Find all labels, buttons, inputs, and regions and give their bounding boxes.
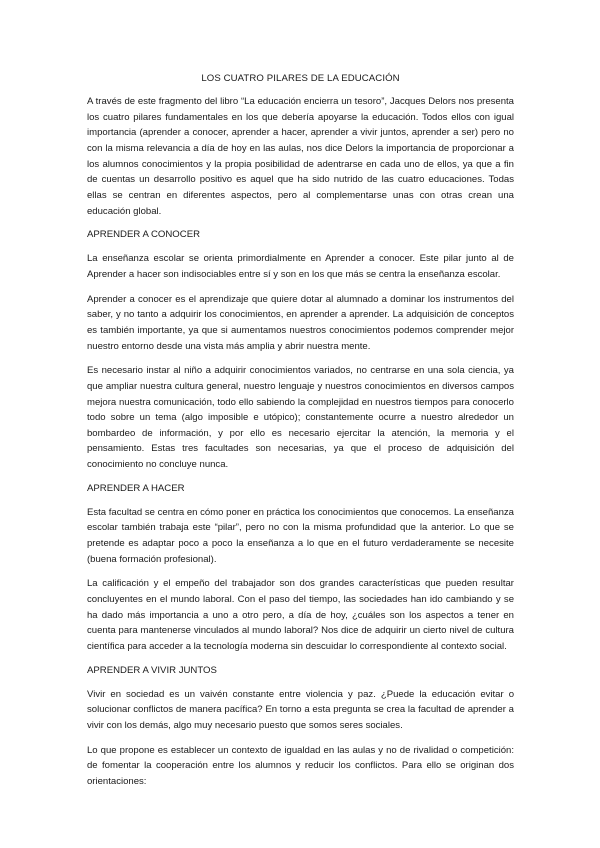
- document-title: LOS CUATRO PILARES DE LA EDUCACIÓN: [201, 73, 400, 84]
- paragraph: Lo que propone es establecer un contexto de igualdad en las aulas y no de rivalidad o competición: de fomentar la cooperación entre los alumnos y reducir los conflictos. Para ello se originan dos orientaciones:: [87, 744, 514, 787]
- paragraph: La calificación y el empeño del trabajador son dos grandes características que pueden resultar concluyentes en el mundo laboral. Con el paso del tiempo, las sociedades han ido cambiando y se ha dado más importancia a uno a otro pero, a día de hoy, ¿cuáles son los aspectos a tener en cuenta para mantenerse vinculados al mundo laboral? Nos dice de adquirir un cierto nivel de cultura científica para acceder a la tecnología moderna sin descuidar lo correspondiente al contexto social.: [87, 578, 514, 653]
- paragraph: Es necesario instar al niño a adquirir conocimientos variados, no centrarse en una sola ciencia, ya que ampliar nuestra cultura general, nuestro lenguaje y nuestros conocimientos en diversos campos mejora nuestra comunicación, todo ello sabiendo la complejidad en nuestros tiempos para conocerlo todo sobre un tema (algo imposible e utópico); constantemente ocurre a nuestro alrededor un bombardeo de información, y por ello es necesario ejercitar la atención, la memoria y el pensamiento. Estas tres facultades son necesarias, ya que el proceso de adquisición del conocimiento no concluye nunca.: [87, 365, 514, 471]
- paragraph: La enseñanza escolar se orienta primordialmente en Aprender a conocer. Este pilar junto al de Aprender a hacer son indisociables entre sí y son en los que más se centra la enseñanza escolar.: [87, 253, 514, 280]
- paragraph: Vivir en sociedad es un vaivén constante entre violencia y paz. ¿Puede la educación evitar o solucionar conflictos de manera pacífica? En torno a esta pregunta se crea la facultad de aprender a vivir con los demás, algo muy necesario puesto que somos seres sociales.: [87, 688, 514, 731]
- paragraph: Esta facultad se centra en cómo poner en práctica los conocimientos que conocemos. La enseñanza escolar también trabaja este “pilar”, pero no con la misma profundidad que la anterior. Lo que se pretende es adaptar poco a poco la enseñanza a lo que en el futuro verdaderamente se necesite (buena formación profesional).: [87, 506, 514, 565]
- paragraph: Aprender a conocer es el aprendizaje que quiere dotar al alumnado a dominar los instrumentos del saber, y no tanto a adquirir los conocimientos, en aprender a aprender. La adquisición de conceptos es también importante, ya que si aumentamos nuestros conocimientos podemos comprender mejor nuestro entorno desde una vista más amplia y abrir nuestra mente.: [87, 293, 514, 352]
- section-heading-aprender-a-conocer: APRENDER A CONOCER: [87, 229, 201, 241]
- section-heading-aprender-a-vivir-juntos: APRENDER A VIVIR JUNTOS: [87, 664, 217, 676]
- section-heading-aprender-a-hacer: APRENDER A HACER: [87, 482, 185, 494]
- intro-paragraph: A través de este fragmento del libro “La educación encierra un tesoro”, Jacques Delors nos presenta los cuatro pilares fundamentales en los que debería apoyarse la educación. Todos ellos con igual importancia (aprender a conocer, aprender a hacer, aprender a vivir juntos, aprender a ser) pero no con la misma relevancia a día de hoy en las aulas, nos dice Delors la importancia de proporcionar a los alumnos conocimientos y la propia posibilidad de adentrarse en cada uno de ellos, ya que a fin de cuentas un desarrollo positivo es aquel que ha sido nutrido de las cuatro educaciones. Todas ellas se centran en diferentes aspectos, pero al complementarse unas con otras crean una educación global.: [87, 96, 514, 217]
- document-page: [87, 72, 514, 799]
